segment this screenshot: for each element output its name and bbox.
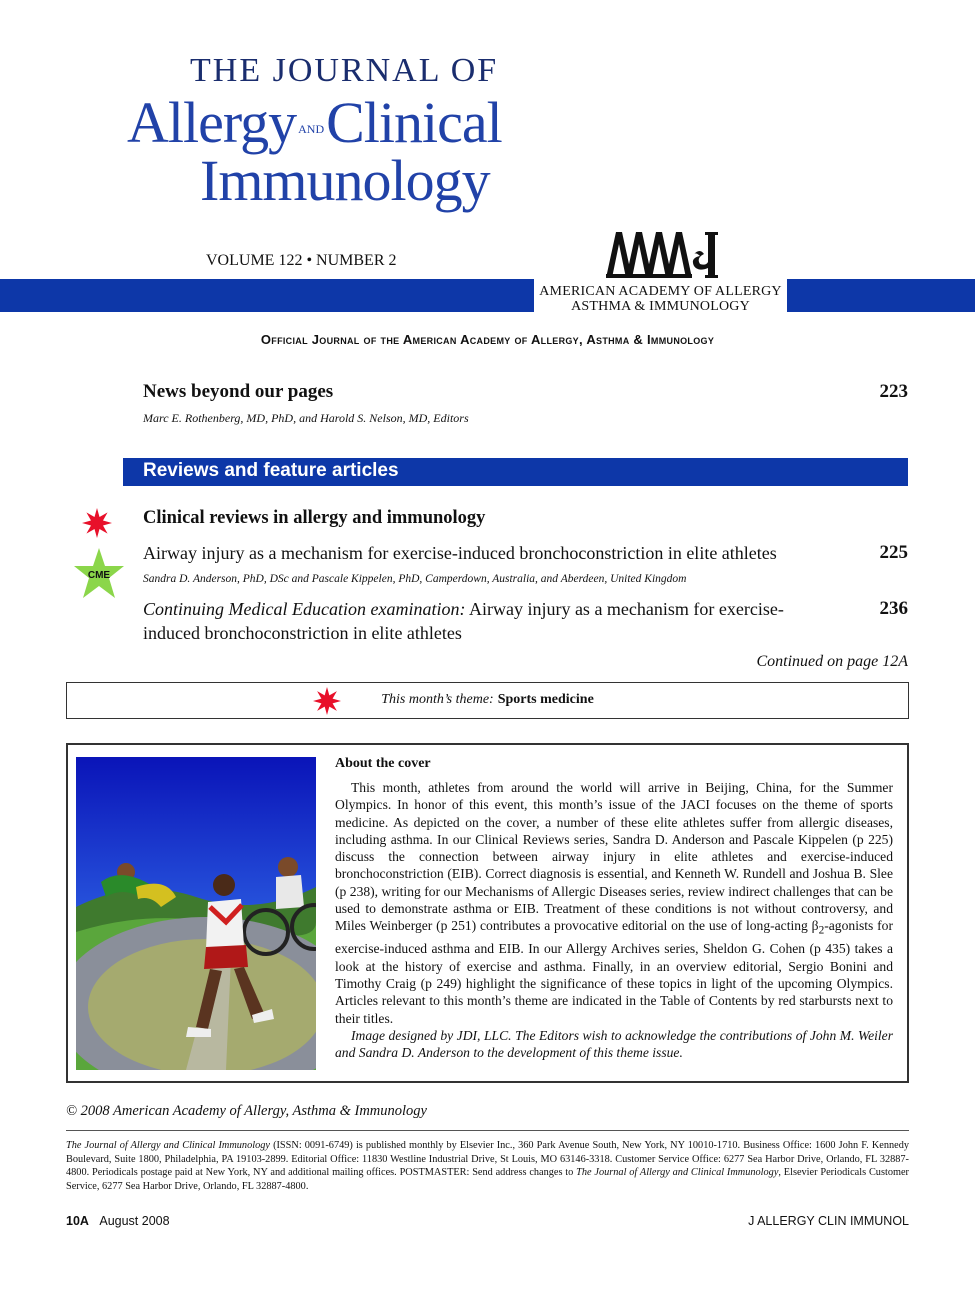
article1-authors: Sandra D. Anderson, PhD, DSc and Pascale Kippelen, PhD, Camperdown, Australia, and Aberdeen, United Kingdom	[143, 573, 687, 585]
news-page: 223	[879, 381, 908, 402]
aaaai-name-line1: AMERICAN ACADEMY OF ALLERGY	[539, 284, 782, 299]
journal-title-and: AND	[298, 121, 325, 136]
cover-image	[76, 757, 316, 1070]
official-journal-line: Official Journal of the American Academy of Allergy, Asthma & Immunology	[260, 332, 715, 347]
news-title[interactable]: News beyond our pages	[143, 381, 334, 402]
masthead-band-left	[0, 279, 534, 312]
about-cover-text-part2: -agonists for exercise-induced asthma and EIB. In our Allergy Archives series, Sheldon G. Cohen (p 435) takes a look at the history of exercise and asthma. Finally, in an overview editorial, Sergio Bonini and Timothy Craig (p 249) highlight the significance of these topics in light of the upcoming Olympics. Articles relevant to this month’s theme are indicated in the Table of Contents by red starbursts next to their titles.	[335, 918, 893, 1026]
theme-label: This month’s theme:	[381, 692, 494, 707]
article2-title-line1: Airway injury as a mechanism for exercise-	[468, 599, 784, 619]
pubinfo-text1: (ISSN: 0091-6749) is published monthly by Elsevier Inc., 360 Park Avenue South, New York, NY 10010-1710. Business Office: 1600 John F. Kennedy Boulevard, Suite 1800, Philadelphia, PA 19103-2899. Editorial Office: 11830 Westline Industrial Drive, St Louis, MO 63146-3318. Customer Service Office: 6277 Sea Harbor Drive, Orlando, FL 32887-4800. Periodicals postage paid at New York, NY and additional mailing offices. POSTMASTER: Send address changes to	[66, 1140, 909, 1178]
cme-badge-label: CME	[87, 570, 111, 581]
pubinfo-journal-name: The Journal of Allergy and Clinical Immunology	[66, 1140, 270, 1151]
section-header-band	[123, 458, 908, 486]
footer-left	[66, 1214, 170, 1228]
article2-page: 236	[879, 598, 908, 619]
about-cover-title: About the cover	[335, 756, 431, 771]
footer-journal-abbrev: J ALLERGY CLIN IMMUNOL	[748, 1214, 909, 1228]
journal-title-line1: THE JOURNAL OF	[190, 52, 499, 89]
about-cover-text-part1: This month, athletes from around the world will arrive in Beijing, China, for the Summer Olympics. In honor of this event, this month’s issue of the JACI focuses on the theme of sports medicine. As depicted on the cover, a number of these elite athletes suffer from allergic diseases, including asthma. In our Clinical Reviews series, Sandra D. Anderson and Pascale Kippelen (p 225) discuss the connection between airway injury in elite athletes and exercise-induced bronchoconstriction (EIB). Correct diagnosis is essential, and Kenneth W. Rundell and Joshua B. Slee (p 238), writing for our Mechanisms of Allergic Diseases series, review indirect challenges that can be used to demonstrate asthma or EIB. Treatment of these conditions is not without controversy, and Miles Weinberger (p 251) contributes a provocative editorial on the use of long-acting β	[335, 780, 893, 934]
divider	[66, 1130, 909, 1131]
aaaai-logo-icon	[606, 232, 718, 278]
volume-issue: VOLUME 122 • NUMBER 2	[206, 252, 397, 269]
copyright: © 2008 American Academy of Allergy, Asthma & Immunology	[66, 1103, 427, 1119]
theme-box	[66, 682, 909, 719]
journal-title-allergy: Allergy	[127, 90, 297, 155]
article2-prefix: Continuing Medical Education examination:	[143, 599, 466, 619]
aaaai-name-line2: ASTHMA & IMMUNOLOGY	[571, 299, 750, 314]
about-cover-subscript: 2	[818, 925, 825, 938]
footer-page-number: 10A	[66, 1214, 89, 1228]
about-cover-paragraph	[335, 779, 893, 1027]
theme-text	[67, 692, 908, 708]
cme-badge	[73, 548, 125, 600]
about-cover-box	[66, 743, 909, 1083]
theme-value: Sports medicine	[497, 692, 594, 707]
journal-title-line3: Immunology	[200, 148, 490, 213]
masthead-band-right	[787, 279, 975, 312]
red-starburst-icon	[82, 508, 112, 538]
section-header: Reviews and feature articles	[143, 460, 399, 481]
news-editors: Marc E. Rothenberg, MD, PhD, and Harold S. Nelson, MD, Editors	[143, 411, 469, 425]
article1-page: 225	[879, 542, 908, 563]
publication-info	[66, 1139, 909, 1193]
pubinfo-text2: , Elsevier Periodicals Customer Service, 6277 Sea Harbor Drive, Orlando, FL 32887-4800.	[66, 1167, 909, 1192]
about-cover-credit: Image designed by JDI, LLC. The Editors wish to acknowledge the contributions of John M. Weiler and Sandra D. Anderson to the development of this theme issue.	[335, 1027, 893, 1061]
about-cover-body	[335, 779, 893, 1061]
footer-date: August 2008	[99, 1214, 170, 1228]
continued-link[interactable]: Continued on page 12A	[756, 653, 908, 670]
journal-title-clinical: Clinical	[326, 90, 502, 155]
article2-title[interactable]	[143, 597, 833, 645]
aaaai-name	[534, 284, 787, 314]
article2-title-line2: induced bronchoconstriction in elite athletes	[143, 623, 462, 643]
pubinfo-journal-name-2: The Journal of Allergy and Clinical Immunology	[576, 1167, 779, 1178]
article1-title[interactable]: Airway injury as a mechanism for exercise-induced bronchoconstriction in elite athletes	[143, 543, 777, 563]
clinical-reviews-title[interactable]: Clinical reviews in allergy and immunology	[143, 508, 486, 528]
